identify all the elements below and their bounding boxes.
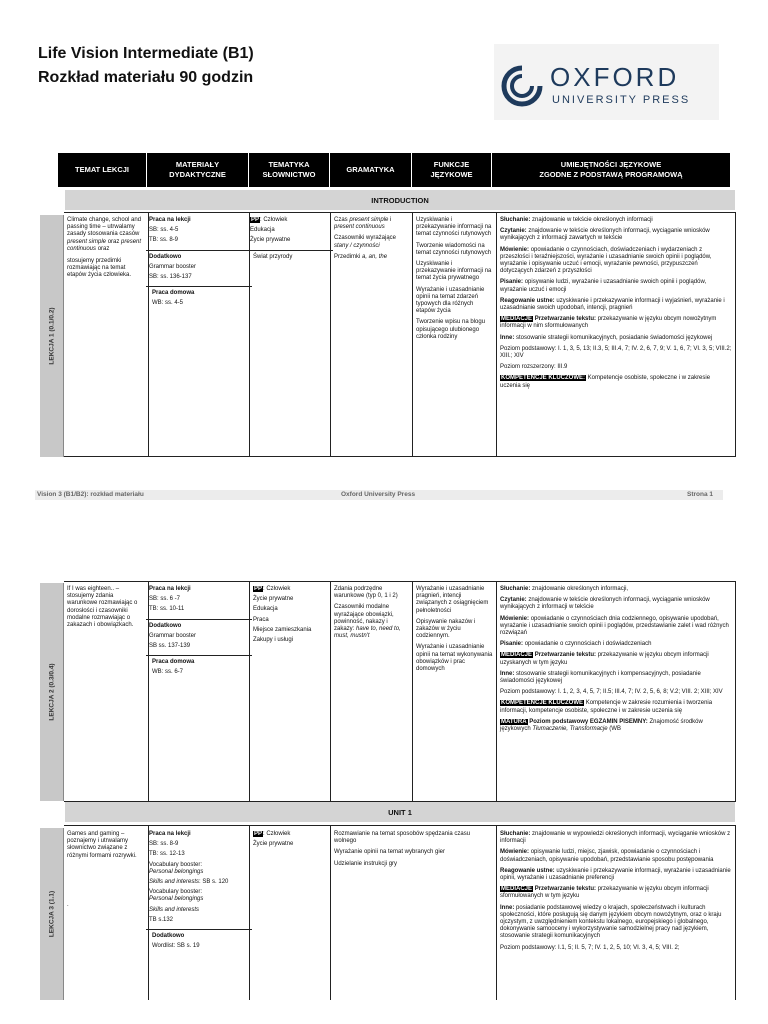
lesson-3-materials: Praca na lekcji SB: ss. 8-9 TB: ss. 12-13 Vocabulary booster: Personal belongings Skills and interests: SB s. 120 Vocabulary booster: Personal belongings Skills and interests TB s.132 Dodatkowo Wordlist: SB s. 19 (149, 828, 249, 956)
title-line-1: Life Vision Intermediate (B1) (38, 45, 254, 62)
lesson-1-topic: Climate change, school and passing time – utrwalamy zasady stosowania czasów present simple oraz present continuous oraz stosujemy przedimki rozmawiając na temat etapów życia człowieka. (67, 217, 142, 279)
lesson-1-label-text: LEKCJA 1 (0.1/0.2) (48, 307, 55, 365)
footer-left: Vision 3 (B1/B2): rozkład materiału (37, 491, 144, 498)
footer-page-number: Strona 1 (687, 491, 714, 498)
col-header-umiejetnosci (492, 153, 731, 187)
lesson-1-vocabulary: PP: Człowiek Edukacja Życie prywatne Świat przyrody (250, 214, 330, 267)
col-header-gramatyka: GRAMATYKA (330, 153, 412, 187)
lesson-3-label (40, 828, 64, 1000)
lesson-2-functions: Wyrażanie i uzasadnianie pragnień, intencji związanych z osiągnięciem pełnoletności Opisywanie nakazów i zakazów w życiu codziennym. Wyrażanie i uzasadnianie opinii na temat wykonywania obowiązków i prac domowych (416, 586, 493, 673)
lesson-1-skills: Słuchanie: znajdowanie w tekście określonych informacji Czytanie: znajdowanie w tekście określonych informacji, wyciąganie wniosków wynikających z informacji zawartych w tekście Mówienie: opowiadanie o czynnościach, doświadczeniach i wydarzeniach z przeszłości i teraźniejszości, wyrażanie i uzasadnianie swoich opinii i poglądów, wyrażanie i opisywanie uczuć i emocji, wyrażanie pewności, przypuszczeń dotyczących zdarzeń z przyszłości Pisanie: opisywanie ludzi, wyrażanie i uzasadnianie swoich opinii i poglądów, wyrażanie uczuć i emocji Reagowanie ustne: uzyskiwanie i przekazywanie informacji i wyjaśnień, wyrażanie i uzasadnianie swoich upodobań, intencji, pragnień MEDIACJE Przetwarzanie tekstu: przekazywanie w języku obcym nowożytnym informacji w nim sformułowanych Inne: stosowanie strategii komunikacyjnych, posiadanie świadomości językowej Poziom podstawowy: I. 1, 3, 5, 13; II.3, 5; III.4, 7; IV. 2, 6, 7, 9; V. 1, 6, 7; VI. 3, 5; VIII.2; XIII.; XIV Poziom rozszerzony: III.9 KOMPETENCJE KLUCZOWE: Kompetencje osobiste, społeczne i w zakresie uczenia się (500, 217, 732, 389)
logo-sub: UNIVERSITY PRESS (552, 94, 691, 106)
col-header-umiejetnosci-line1: UMIEJĘTNOŚCI JĘZYKOWE (560, 160, 662, 169)
lesson-2-label-text: LEKCJA 2 (0.3/0.4) (48, 663, 55, 721)
title-line-2: Rozkład materiału 90 godzin (38, 69, 254, 86)
lesson-2-skills: Słuchanie: znajdowanie określonych informacji, Czytanie: znajdowanie w tekście określonych informacji, wyciąganie wniosków wynikających z informacji w tekście Mówienie: opowiadanie o czynnościach dnia codziennego, opisywanie upodobań, wyrażanie i uzasadnianie swoich opinii i poglądów, przedstawianie zalet i wad różnych rozwiązań Pisanie: opowiadanie o czynnościach i doświadczeniach MEDIACJE Przetwarzanie tekstu: przekazywanie w języku obcym informacji uzyskanych w tym języku Inne: stosowanie strategii komunikacyjnych i kompensacyjnych, posiadanie świadomości językowej Poziom podstawowy: I. 1, 2, 3, 4, 5, 7; II.5; III.4, 7; IV. 2, 5, 6, 8; V.2; VIII. 2; XIII; XIV KOMPETENCJE KLUCZOWE Kompetencje w zakresie rozumienia i tworzenia informacji, kompetencje osobiste, społeczne i w zakresie uczenia się MATURA Poziom podstawowy EGZAMIN PISEMNY: Znajomość środków językowych Tłumaczenie, Transformacje (WB (500, 586, 729, 733)
oxford-logo (494, 44, 719, 120)
lesson-2-label (40, 583, 64, 801)
footer-center: Oxford University Press (341, 491, 416, 498)
col-header-temat: TEMAT LEKCJI (58, 153, 147, 187)
col-header-materialy: MATERIAŁY DYDAKTYCZNE (147, 153, 249, 187)
section-introduction: INTRODUCTION (65, 190, 735, 210)
page-footer (35, 490, 723, 500)
lesson-2-materials: Praca na lekcji SB: ss. 6 -7 TB: ss. 10-11 Dodatkowo Grammar booster SB ss. 137-139 Praca domowa WB: ss. 6-7 (149, 583, 249, 683)
lesson-3-topic: Games and gaming – poznajemy i utrwalamy słownictwo związane z różnymi formami rozrywki. . (67, 831, 137, 908)
lesson-1-materials: Praca na lekcji SB: ss. 4-5 TB: ss. 8-9 Dodatkowo Grammar booster SB: ss. 136-137 Praca domowa WB: ss. 4-5 (149, 214, 249, 314)
lesson-1-label (40, 215, 64, 457)
col-header-umiejetnosci-line2: ZGODNE Z PODSTAWĄ PROGRAMOWĄ (539, 170, 683, 179)
document-title (38, 42, 254, 90)
col-header-tematyka: TEMATYKA SŁOWNICTWO (249, 153, 330, 187)
lesson-3-functions: Rozmawianie na temat sposobów spędzania czasu wolnego Wyrażanie opinii na temat wybranych gier Udzielanie instrukcji gry (334, 831, 471, 867)
lesson-2-vocabulary: PP: Człowiek Życie prywatne Edukacja Praca Miejsce zamieszkania Zakupy i usługi (253, 586, 312, 644)
lesson-3-vocabulary: PP: Człowiek Życie prywatne (253, 831, 294, 848)
lesson-1-grammar: Czas present simple i present continuous Czasowniki wyrażające stany / czynności Przedimki a, an, the (334, 217, 397, 260)
oxford-emblem-icon (500, 64, 544, 108)
lesson-1-functions: Uzyskiwanie i przekazywanie informacji na temat czynności rutynowych Tworzenie wiadomości na temat czynności rutynowych Uzyskiwanie i przekazywanie informacji na temat życia prywatnego Wyrażanie i uzasadnianie opinii na temat zdarzeń typowych dla różnych etapów życia Tworzenie wpisu na blogu opisującego ulubionego członka rodziny (416, 217, 492, 340)
section-unit-1: UNIT 1 (65, 802, 735, 822)
lesson-3-label-text: LEKCJA 3 (1.1) (48, 890, 55, 938)
logo-word: OXFORD (550, 62, 680, 92)
lesson-2-grammar: Zdania podrzędne warunkowe (typ 0, 1 i 2) Czasowniki modalne wyrażające obowiązki, powinność, nakazy i zakazy: have to, need to, must, mustn't (334, 586, 401, 640)
lesson-3-skills: Słuchanie: znajdowanie w wypowiedzi określonych informacji, wyciąganie wniosków z informacji Mówienie: opisywanie ludzi, miejsc, zjawisk, opowiadanie o czynnościach i doświadczeniach, opisywanie upodobań, przedstawianie sposobu postępowania Reagowanie ustne: uzyskiwanie i przekazywanie informacji, wyrażanie i uzasadnianie opinii, wyrażanie i uzasadnianie preferencji MEDIACJE Przetwarzanie tekstu: przekazywanie w języku obcym informacji sformułowanych w tym języku Inne: posiadanie podstawowej wiedzy o krajach, społeczeństwach i kulturach społeczności, które posługują się danym językiem obcym nowożytnym, oraz o kraju ojczystym, z uwzględnieniem kontekstu lokalnego, europejskiego i globalnego, dokonywanie samooceny i wykorzystywanie samodzielnej pracy nad językiem, stosowanie strategii komunikacyjnych Poziom podstawowy: I.1, 5; II. 5, 7; IV. 1, 2, 5, 10; VI. 3, 4, 5; VIII. 2; (500, 831, 731, 951)
lesson-2-topic: If I was eighteen.. – stosujemy zdania warunkowe rozmawiając o dorosłości i czasowniki modalne rozmawiając o zakazach i obowiązkach. (67, 586, 138, 629)
col-header-funkcje: FUNKCJE JĘZYKOWE (412, 153, 492, 187)
